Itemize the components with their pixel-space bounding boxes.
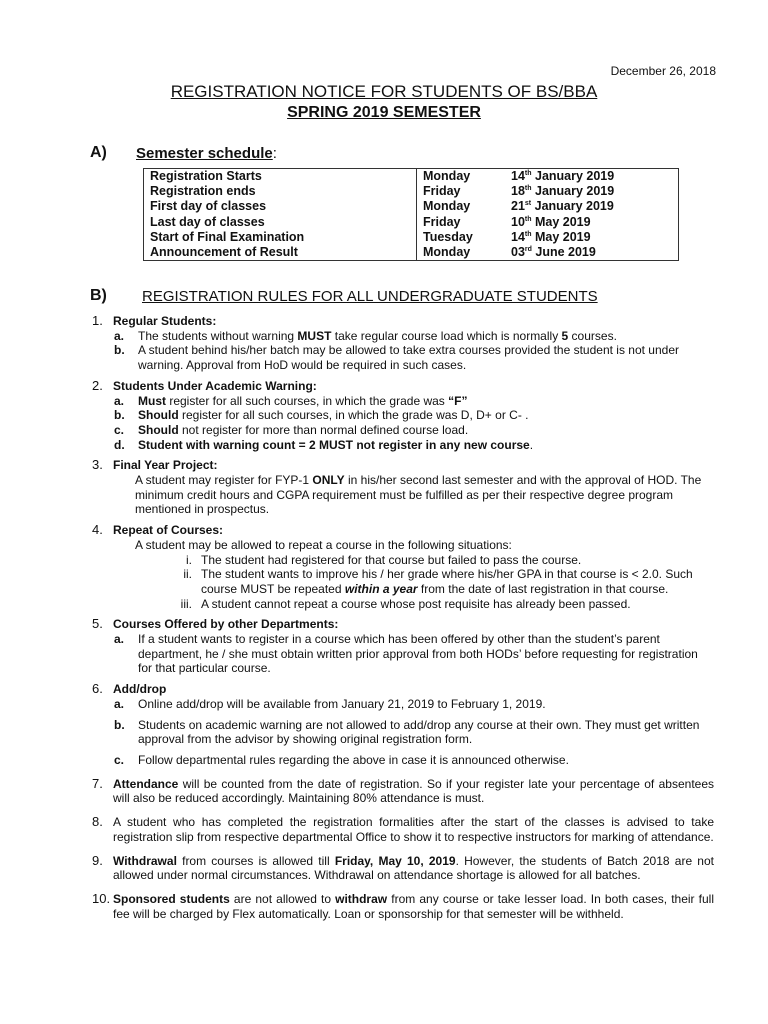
rule-1-a: a. The students without warning MUST take regular course load which is normally 5 courses. xyxy=(114,328,617,343)
schedule-day: Monday xyxy=(423,169,471,184)
section-b-title: REGISTRATION RULES FOR ALL UNDERGRADUATE STUDENTS xyxy=(142,288,598,305)
schedule-date: 10th May 2019 xyxy=(511,214,591,229)
section-b-label: B) xyxy=(90,287,107,304)
schedule-row xyxy=(144,169,679,185)
rule-1-b: b. A student behind his/her batch may be allowed to take extra courses provided the student is not under warning. Approval from HoD would be required in such cases. xyxy=(114,343,680,373)
schedule-event: Registration Starts xyxy=(144,169,417,185)
schedule-date: 03rd June 2019 xyxy=(511,244,596,259)
rule-4-i: i. The student had registered for that course but failed to pass the course. xyxy=(186,552,582,567)
rule-9: 9. Withdrawal from courses is allowed till Friday, May 10, 2019. However, the students of Batch 2018 are not allowed under normal circumstances. Withdrawal on attendance shortage is allowed for all batches. xyxy=(92,852,714,883)
rule-4-iii: iii. A student cannot repeat a course whose post requisite has already been passed. xyxy=(180,596,631,611)
rule-4-ii: ii. The student wants to improve his / her grade where his/her GPA in that course is < 2.0. Such course MUST be repeated within a year from the date of last registration in that course. xyxy=(183,567,693,596)
rule-4: 4. Repeat of Courses: xyxy=(92,522,224,538)
schedule-day: Tuesday xyxy=(423,229,473,244)
schedule-row xyxy=(144,230,679,245)
rule-4-intro: A student may be allowed to repeat a course in the following situations: xyxy=(135,537,512,552)
rule-6-a: a. Online add/drop will be available from January 21, 2019 to February 1, 2019. xyxy=(114,696,546,711)
section-a-title: Semester schedule: xyxy=(136,145,277,162)
rule-6-b: b. Students on academic warning are not allowed to add/drop any course at their own. They must get written approval from the advisor by showing original registration form. xyxy=(114,717,700,747)
rule-2-c: c. Should not register for more than normal defined course load. xyxy=(114,422,469,437)
schedule-event: Last day of classes xyxy=(144,214,417,229)
rule-2: 2. Students Under Academic Warning: xyxy=(92,377,317,393)
schedule-event: Registration ends xyxy=(144,184,417,199)
schedule-date: 14th January 2019 xyxy=(511,169,615,184)
schedule-date: 14th May 2019 xyxy=(511,229,591,244)
rule-8: 8. A student who has completed the registration formalities after the start of the classes is advised to take registration slip from respective departmental Office to show it to respective instructors for marking of attendance. xyxy=(92,814,714,844)
rule-5-a: a. If a student wants to register in a course which has been offered by other than the student’s parent department, he / she must obtain written prior approval from both HODs’ before requesting for registration for that particular course. xyxy=(114,632,698,676)
rule-3: 3. Final Year Project: xyxy=(92,457,218,473)
notice-date: December 26, 2018 xyxy=(610,64,716,78)
schedule-day: Friday xyxy=(423,184,461,199)
rule-1: 1. Regular Students: xyxy=(92,313,217,328)
rule-10: 10. Sponsored students are not allowed to withdraw from any course or take lesser load. In both cases, their full fee will be charged by Flex automatically. Loan or sponsorship for that semester will be withheld. xyxy=(92,890,714,921)
schedule-day: Monday xyxy=(423,244,471,259)
rule-2-d: d. Student with warning count = 2 MUST not register in any new course. xyxy=(114,437,534,452)
rule-7: 7. Attendance will be counted from the date of registration. So if your register late your percentage of absentees will also be reduced accordingly. Maintaining 80% attendance is must. xyxy=(92,775,714,806)
rule-6-c: c. Follow departmental rules regarding the above in case it is announced otherwise. xyxy=(114,752,569,767)
rule-6: 6. Add/drop xyxy=(92,681,167,697)
schedule-row xyxy=(144,199,679,214)
schedule-row xyxy=(144,184,679,199)
schedule-event: Start of Final Examination xyxy=(144,230,417,245)
schedule-event: First day of classes xyxy=(144,199,417,214)
semester-title: SPRING 2019 SEMESTER xyxy=(287,104,481,121)
schedule-row xyxy=(144,245,679,261)
semester-schedule-table xyxy=(143,168,679,261)
notice-title: REGISTRATION NOTICE FOR STUDENTS OF BS/BBA xyxy=(170,82,598,101)
rule-2-b: b. Should register for all such courses, in which the grade was D, D+ or C- . xyxy=(114,408,529,423)
rules-list xyxy=(92,314,714,921)
rule-2-a: a. Must register for all such courses, in which the grade was “F” xyxy=(114,393,468,408)
schedule-date: 18th January 2019 xyxy=(511,184,615,199)
schedule-day: Monday xyxy=(423,199,471,214)
schedule-date: 21st January 2019 xyxy=(511,199,614,214)
rule-3-text: A student may register for FYP-1 ONLY in his/her second last semester and with the approval of HOD. The minimum credit hours and CGPA requirement must be fulfilled as per their respective degree program mentioned in prospectus. xyxy=(135,473,702,517)
schedule-row xyxy=(144,214,679,229)
schedule-event: Announcement of Result xyxy=(144,245,417,261)
section-a-label: A) xyxy=(90,144,107,161)
schedule-day: Friday xyxy=(423,214,461,229)
rule-5: 5. Courses Offered by other Departments: xyxy=(92,616,339,632)
